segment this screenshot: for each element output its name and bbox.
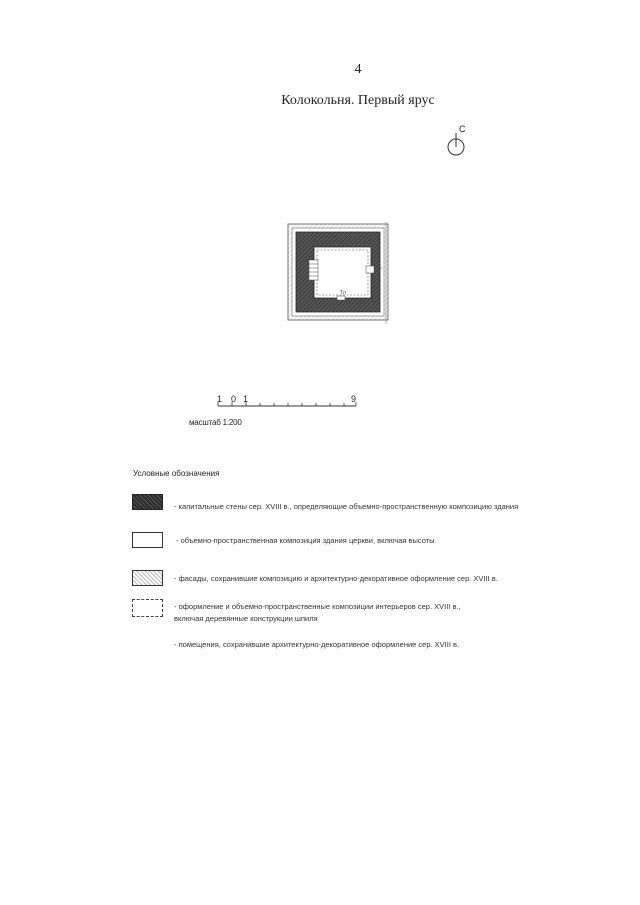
legend-heading: Условные обозначения xyxy=(133,469,220,478)
legend-text: - помещения, сохранившие архитектурно-декоративное оформление сер. XVIII в. xyxy=(174,640,460,649)
page-number: 4 xyxy=(354,62,362,77)
legend-text: - объемно-пространственная композиция здания церкви, включая высоты xyxy=(176,536,435,545)
legend-text: - оформление и объемно-пространственные композиции интерьеров сер. XVIII в., xyxy=(174,602,461,611)
legend-swatch-interiors xyxy=(132,599,163,617)
legend-text: включая деревянные конструкции шпиля xyxy=(174,614,318,623)
north-arrow-icon xyxy=(446,130,472,160)
floor-plan xyxy=(283,220,393,330)
legend-swatch-volume-composition xyxy=(132,532,163,548)
scale-number: 9 xyxy=(351,394,357,404)
scale-bar xyxy=(212,400,362,412)
scale-label: масштаб 1:200 xyxy=(189,418,242,427)
legend-swatch-capital-walls xyxy=(132,494,163,510)
scale-number: 0 xyxy=(231,394,237,404)
legend-text: - фасады, сохранившие композицию и архитектурно-декоративное оформление сер. XVIII в. xyxy=(174,574,498,583)
legend-text: - капитальные стены сер. XVIII в., определяющие объемно-пространственную композицию здания xyxy=(174,502,519,511)
plan-label: Тл xyxy=(340,290,346,296)
page-title: Колокольня. Первый ярус xyxy=(281,93,435,108)
north-letter: С xyxy=(459,124,466,134)
legend-swatch-facades xyxy=(132,570,163,586)
scale-number: 1 xyxy=(243,394,249,404)
scale-number: 1 xyxy=(217,394,223,404)
